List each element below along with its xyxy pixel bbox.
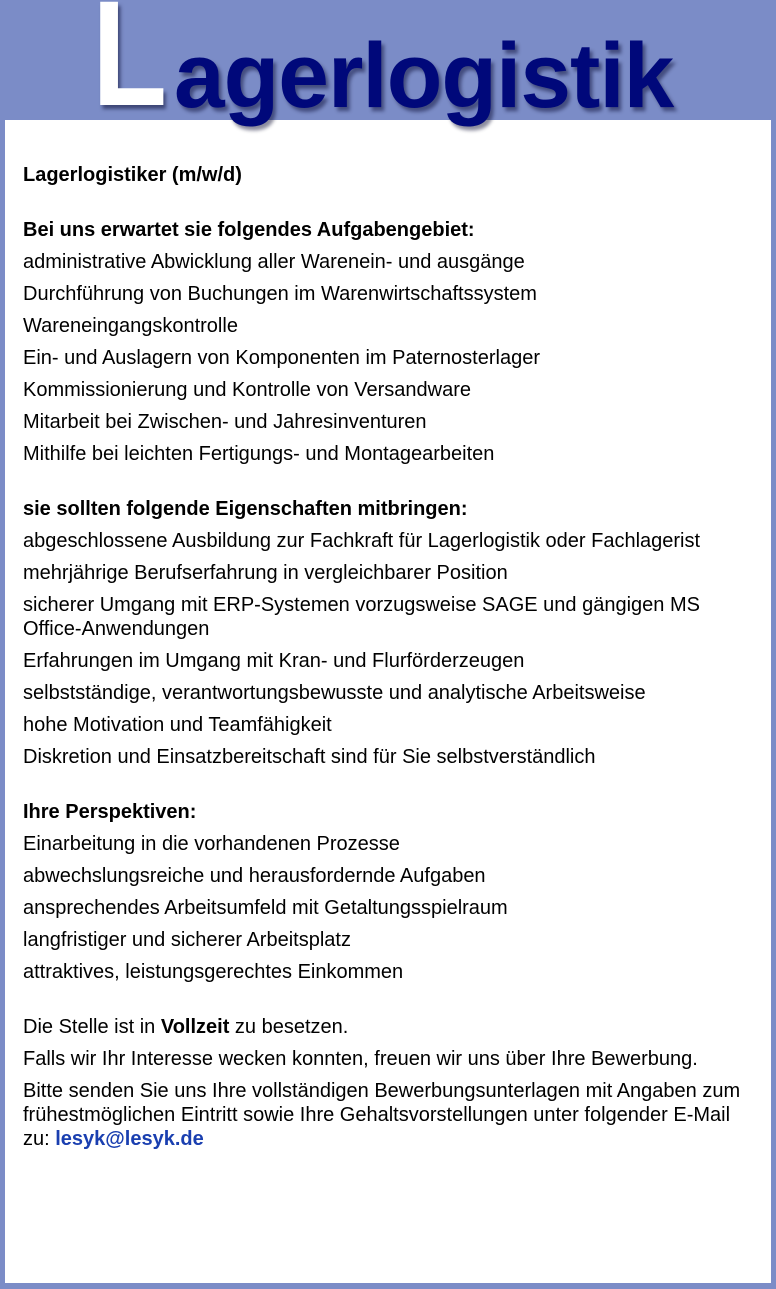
content-panel — [5, 120, 771, 1283]
list-item: abgeschlossene Ausbildung zur Fachkraft für Lagerlogistik oder Fachlagerist — [23, 530, 701, 552]
apply-text — [23, 1079, 758, 1151]
position-type-text — [23, 1015, 758, 1039]
job-title: Lagerlogistiker (m/w/d) — [23, 164, 242, 186]
position-prefix: Die Stelle ist in — [23, 1016, 161, 1038]
list-item: Kommissionierung und Kontrolle von Versandware — [23, 379, 472, 401]
section-perspectives — [23, 800, 758, 984]
list-item: Mithilfe bei leichten Fertigungs- und Montagearbeiten — [23, 443, 495, 465]
section-heading: sie sollten folgende Eigenschaften mitbringen: — [23, 498, 468, 520]
list-item: abwechslungsreiche und herausfordernde Aufgaben — [23, 865, 486, 887]
position-type: Vollzeit — [160, 1016, 230, 1038]
list-item: Ein- und Auslagern von Komponenten im Paternosterlager — [23, 347, 540, 369]
section-heading: Ihre Perspektiven: — [23, 801, 197, 823]
list-item: Erfahrungen im Umgang mit Kran- und Flurförderzeugen — [23, 650, 525, 672]
list-item: Diskretion und Einsatzbereitschaft sind für Sie selbstverständlich — [23, 746, 596, 768]
list-item: langfristiger und sicherer Arbeitsplatz — [23, 929, 351, 951]
list-item: mehrjährige Berufserfahrung in vergleichbarer Position — [23, 562, 508, 584]
list-item: Mitarbeit bei Zwischen- und Jahresinventuren — [23, 411, 427, 433]
list-item: Wareneingangskontrolle — [23, 315, 238, 337]
logo — [0, 0, 776, 140]
job-ad-content — [23, 163, 758, 1159]
list-item: sicherer Umgang mit ERP-Systemen vorzugsweise SAGE und gängigen MS Office-Anwendungen — [23, 594, 700, 640]
list-item: ansprechendes Arbeitsumfeld mit Getaltungsspielraum — [23, 897, 508, 919]
list-item: administrative Abwicklung aller Warenein- und ausgänge — [23, 251, 525, 273]
list-item: hohe Motivation und Teamfähigkeit — [23, 714, 332, 736]
apply-instructions: Bitte senden Sie uns Ihre vollständigen Bewerbungsunterlagen mit Angaben zum frühestmöglichen Eintritt sowie Ihre Gehaltsvorstellungen unter folgender E-Mail zu: — [23, 1080, 741, 1150]
list-item: Durchführung von Buchungen im Warenwirtschaftssystem — [23, 283, 537, 305]
interest-text: Falls wir Ihr Interesse wecken konnten, freuen wir uns über Ihre Bewerbung. — [23, 1048, 698, 1070]
section-tasks — [23, 218, 758, 466]
logo-text: agerlogistik — [174, 25, 674, 127]
section-heading: Bei uns erwartet sie folgendes Aufgabengebiet: — [23, 219, 475, 241]
list-item: selbstständige, verantwortungsbewusste und analytische Arbeitsweise — [23, 682, 646, 704]
email-link[interactable]: lesyk@lesyk.de — [55, 1128, 204, 1150]
list-item: attraktives, leistungsgerechtes Einkommen — [23, 961, 404, 983]
logo-first-letter: L — [92, 0, 168, 137]
section-requirements — [23, 497, 758, 769]
section-closing — [23, 1015, 758, 1151]
position-suffix: zu besetzen. — [229, 1016, 349, 1038]
list-item: Einarbeitung in die vorhandenen Prozesse — [23, 833, 400, 855]
